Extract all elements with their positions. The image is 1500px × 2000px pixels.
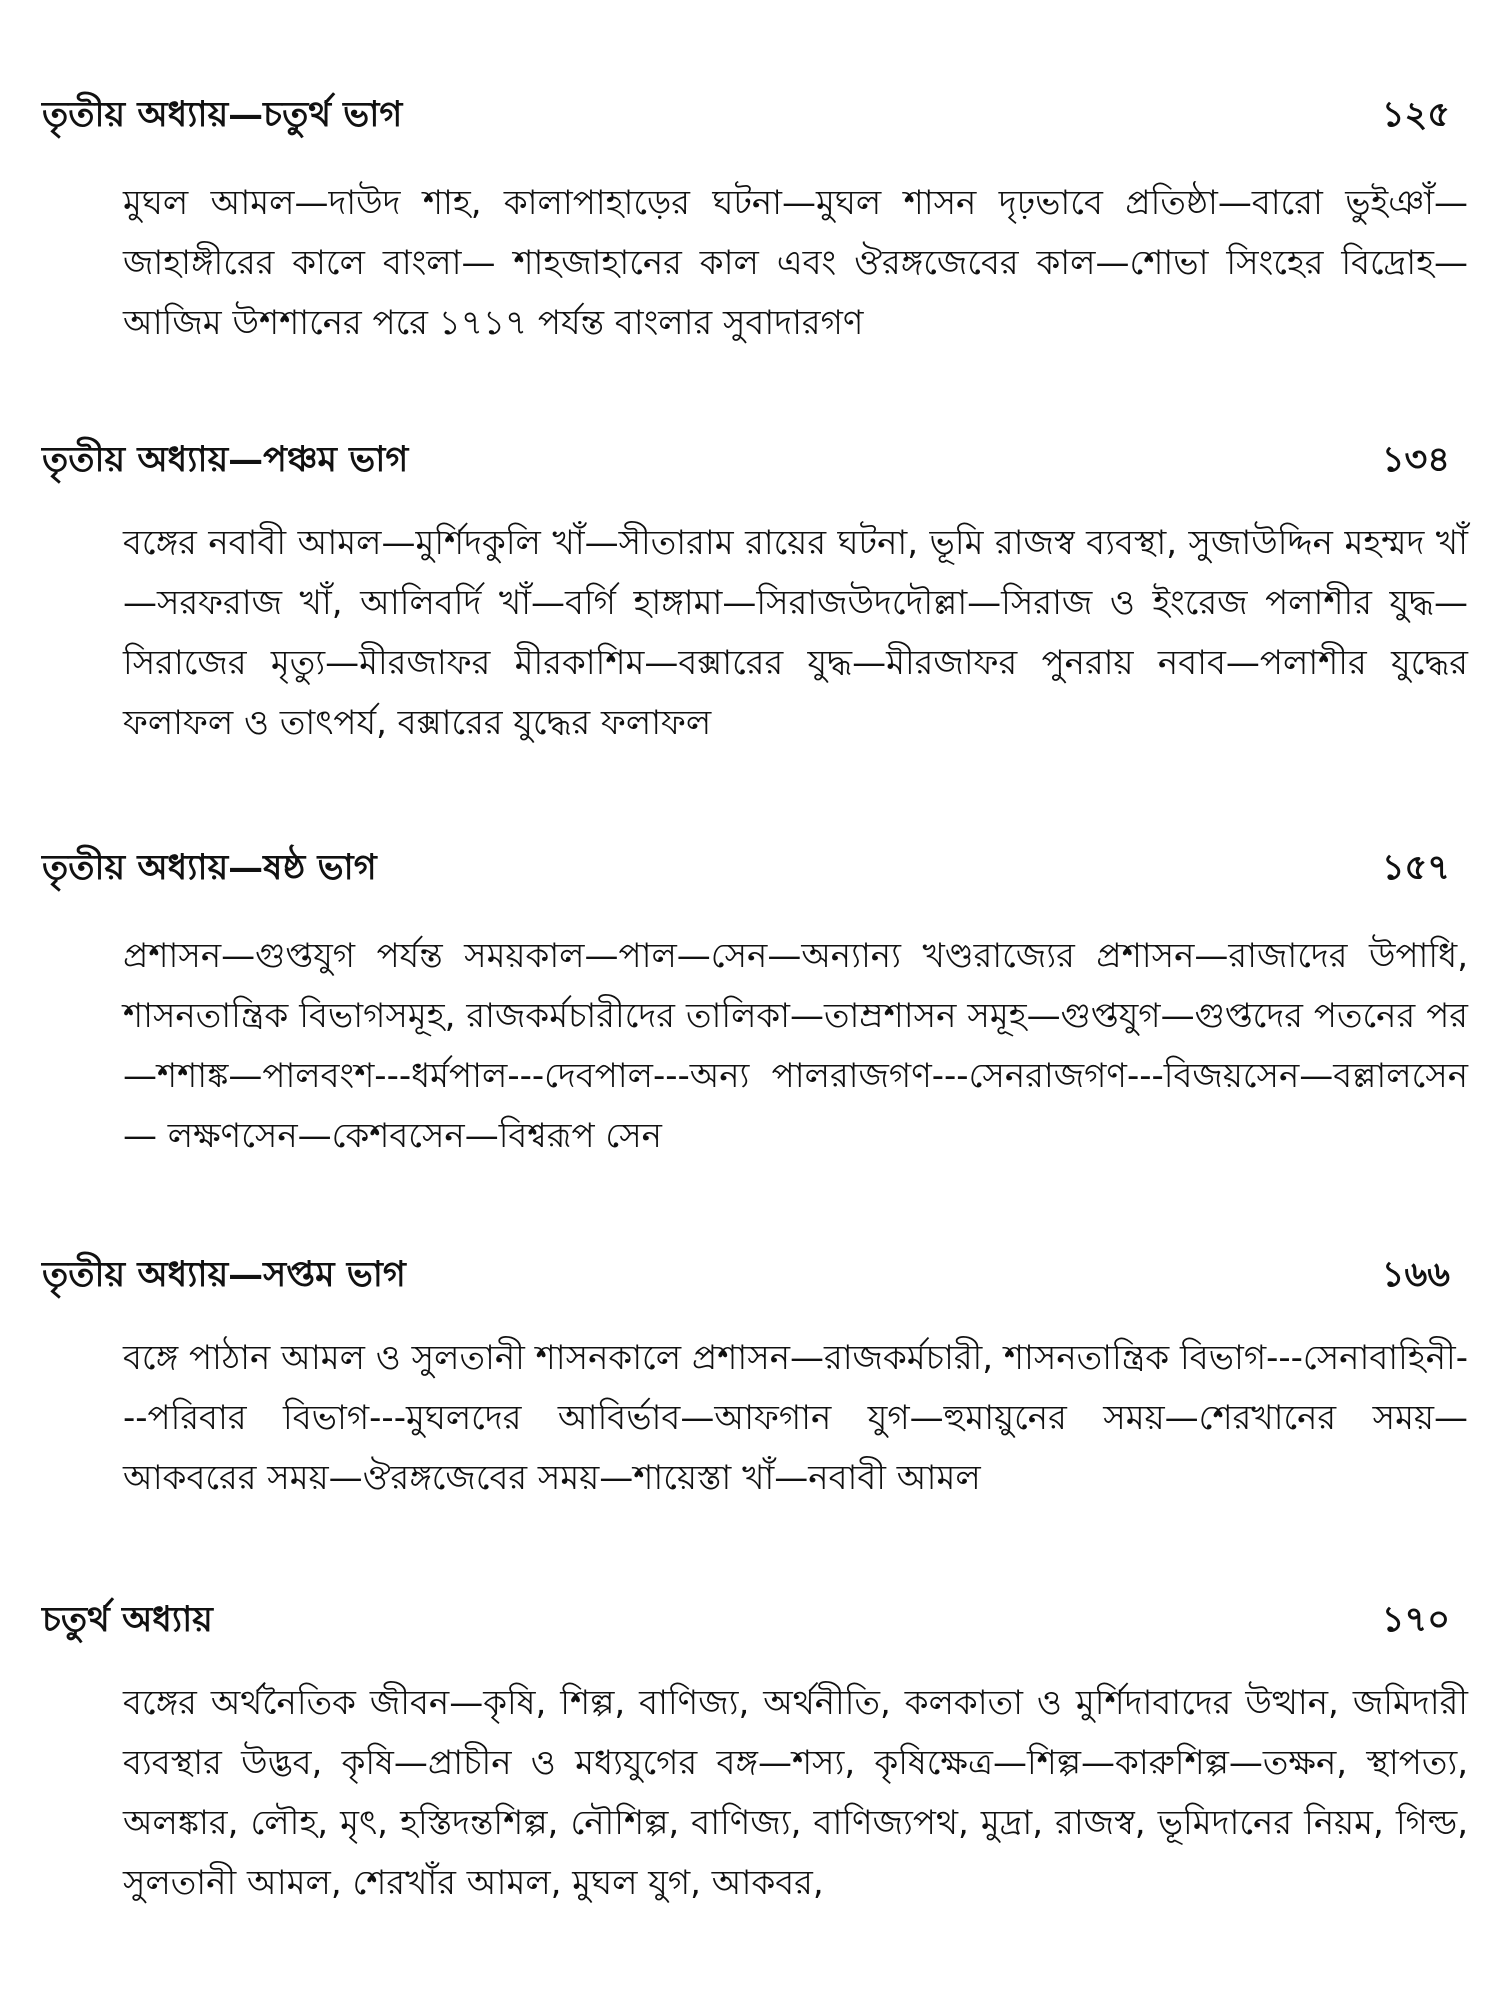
section-heading-row — [0, 838, 1500, 898]
section-body-text: বঙ্গের নবাবী আমল—মুর্শিদকুলি খাঁ—সীতারাম রায়ের ঘটনা, ভূমি রাজস্ব ব্যবস্থা, সুজাউদ্দিন মহম্মদ খাঁ—সরফরাজ খাঁ, আলিবর্দি খাঁ—বর্গি হাঙ্গামা—সিরাজউদদৌল্লা—সিরাজ ও ইংরেজ পলাশীর যুদ্ধ—সিরাজের মৃত্যু—মীরজাফর মীরকাশিম—বক্সারের যুদ্ধ—মীরজাফর পুনরায় নবাব—পলাশীর যুদ্ধের ফলাফল ও তাৎপর্য, বক্সারের যুদ্ধের ফলাফল — [123, 523, 1468, 743]
section-heading: তৃতীয় অধ্যায়—চতুর্থ ভাগ — [42, 94, 403, 135]
section-heading-row — [0, 1590, 1500, 1650]
section-heading-row — [0, 85, 1500, 145]
page-number: ১২৫ — [1381, 94, 1450, 135]
section-chapter4 — [0, 1590, 1500, 1903]
section-heading-row — [0, 1245, 1500, 1305]
section-heading: তৃতীয় অধ্যায়—ষষ্ঠ ভাগ — [42, 847, 377, 888]
section-heading: তৃতীয় অধ্যায়—সপ্তম ভাগ — [42, 1254, 406, 1295]
page-number: ১৩৪ — [1381, 439, 1450, 480]
section-chapter3-part6 — [0, 838, 1500, 1156]
section-chapter3-part7 — [0, 1245, 1500, 1498]
section-chapter3-part4 — [0, 85, 1500, 343]
page-number: ১৭০ — [1381, 1599, 1450, 1640]
section-body-text: বঙ্গে পাঠান আমল ও সুলতানী শাসনকালে প্রশাসন—রাজকর্মচারী, শাসনতান্ত্রিক বিভাগ---সেনাবাহিনী---পরিবার বিভাগ---মুঘলদের আবির্ভাব—আফগান যুগ—হুমায়ুনের সময়—শেরখানের সময়—আকবরের সময়—ঔরঙ্গজেবের সময়—শায়েস্তা খাঁ—নবাবী আমল — [123, 1338, 1468, 1498]
page-number: ১৬৬ — [1381, 1254, 1450, 1295]
section-heading: চতুর্থ অধ্যায় — [42, 1599, 213, 1640]
section-heading-row — [0, 430, 1500, 490]
section-body-text: মুঘল আমল—দাউদ শাহ, কালাপাহাড়ের ঘটনা—মুঘল শাসন দৃঢ়ভাবে প্রতিষ্ঠা—বারো ভুইঞাঁ—জাহাঙ্গীরের কালে বাংলা— শাহজাহানের কাল এবং ঔরঙ্গজেবের কাল—শোভা সিংহের বিদ্রোহ—আজিম উশশানের পরে ১৭১৭ পর্যন্ত বাংলার সুবাদারগণ — [123, 183, 1468, 343]
section-body-text: প্রশাসন—গুপ্তযুগ পর্যন্ত সময়কাল—পাল—সেন—অন্যান্য খণ্ডরাজ্যের প্রশাসন—রাজাদের উপাধি, শাসনতান্ত্রিক বিভাগসমূহ, রাজকর্মচারীদের তালিকা—তাম্রশাসন সমূহ—গুপ্তযুগ—গুপ্তদের পতনের পর—শশাঙ্ক—পালবংশ---ধর্মপাল---দেবপাল---অন্য পালরাজগণ---সেনরাজগণ---বিজয়সেন—বল্লালসেন— লক্ষণসেন—কেশবসেন—বিশ্বরূপ সেন — [123, 936, 1468, 1156]
section-body-text: বঙ্গের অর্থনৈতিক জীবন—কৃষি, শিল্প, বাণিজ্য, অর্থনীতি, কলকাতা ও মুর্শিদাবাদের উত্থান, জমিদারী ব্যবস্থার উদ্ভব, কৃষি—প্রাচীন ও মধ্যযুগের বঙ্গ—শস্য, কৃষিক্ষেত্র—শিল্প—কারুশিল্প—তক্ষন, স্থাপত্য, অলঙ্কার, লৌহ, মৃৎ, হস্তিদন্তশিল্প, নৌশিল্প, বাণিজ্য, বাণিজ্যপথ, মুদ্রা, রাজস্ব, ভূমিদানের নিয়ম, গিল্ড, সুলতানী আমল, শেরখাঁর আমল, মুঘল যুগ, আকবর, — [123, 1683, 1468, 1903]
section-heading: তৃতীয় অধ্যায়—পঞ্চম ভাগ — [42, 439, 409, 480]
page-number: ১৫৭ — [1381, 847, 1450, 888]
section-chapter3-part5 — [0, 430, 1500, 743]
